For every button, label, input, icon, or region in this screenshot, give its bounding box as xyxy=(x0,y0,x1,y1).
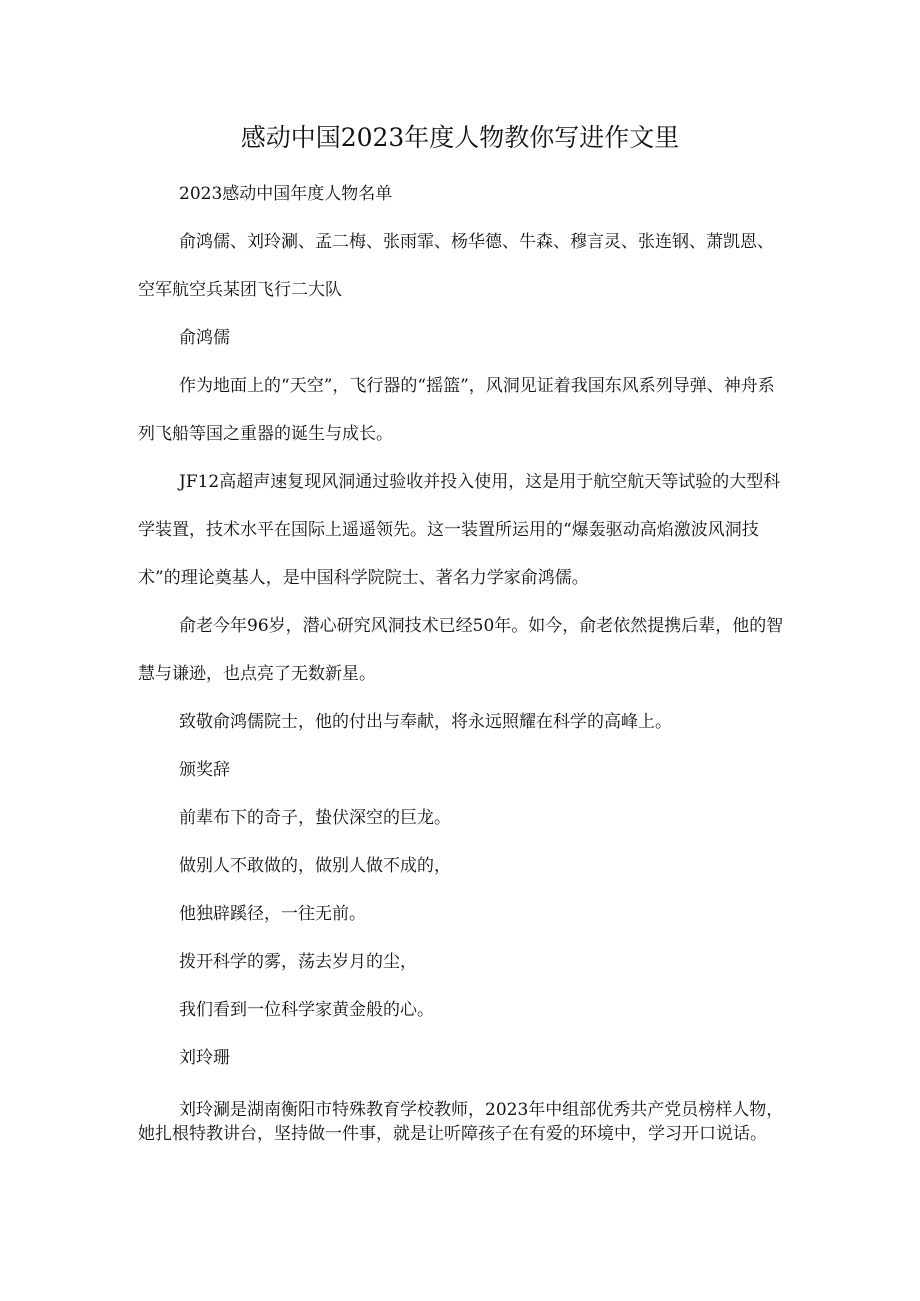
award-verse-line: 前辈布下的奇子，蛰伏深空的巨龙。 xyxy=(179,808,451,828)
paragraph-person-heading: 俞鸿儒 xyxy=(179,328,230,348)
paragraph-name-list: 俞鸿儒、刘玲涮、孟二梅、张雨霏、杨华德、牛森、穆言灵、张连钢、萧凯恩、空军航空兵某团飞行二大队 xyxy=(138,232,774,300)
paragraph-body: 俞老今年96岁，潜心研究风洞技术已经50年。如今，俞老依然提携后辈，他的智慧与谦逊，也点亮了无数新星。 xyxy=(138,616,784,684)
paragraph-body: 作为地面上的“天空”，飞行器的“摇篮”，风洞见证着我国东风系列导弹、神舟系列飞船等国之重器的诞生与成长。 xyxy=(138,376,775,444)
paragraph-list-heading: 2023感动中国年度人物名单 xyxy=(179,184,393,204)
paragraph-body: 致敬俞鸿儒院士，他的付出与奉献，将永远照耀在科学的高峰上。 xyxy=(179,712,672,732)
paragraph-award-heading: 颁奖辞 xyxy=(179,760,230,780)
award-verse-line: 做别人不敢做的，做别人做不成的， xyxy=(179,856,451,876)
award-verse-line: 拨开科学的雾，荡去岁月的尘， xyxy=(179,952,417,972)
paragraph-body: 刘玲涮是湖南衡阳市特殊教育学校教师，2023年中组部优秀共产党员榜样人物，她扎根特教讲台，坚持做一件事，就是让听障孩子在有爱的环境中，学习开口说话。 xyxy=(138,1100,784,1144)
award-verse-line: 他独辟蹊径，一往无前。 xyxy=(179,904,366,924)
award-verse-line: 我们看到一位科学家黄金般的心。 xyxy=(179,1000,434,1020)
paragraph-body: JF12高超声速复现风洞通过验收并投入使用，这是用于航空航天等试验的大型科学装置，技术水平在国际上遥遥领先。这一装置所运用的“爆轰驱动高焰激波风洞技术”的理论奠基人，是中国科学院院士、著名力学家俞鸿儒。 xyxy=(138,472,781,588)
document-title: 感动中国2023年度人物教你写进作文里 xyxy=(240,123,680,152)
paragraph-person-heading: 刘玲珊 xyxy=(179,1048,230,1068)
